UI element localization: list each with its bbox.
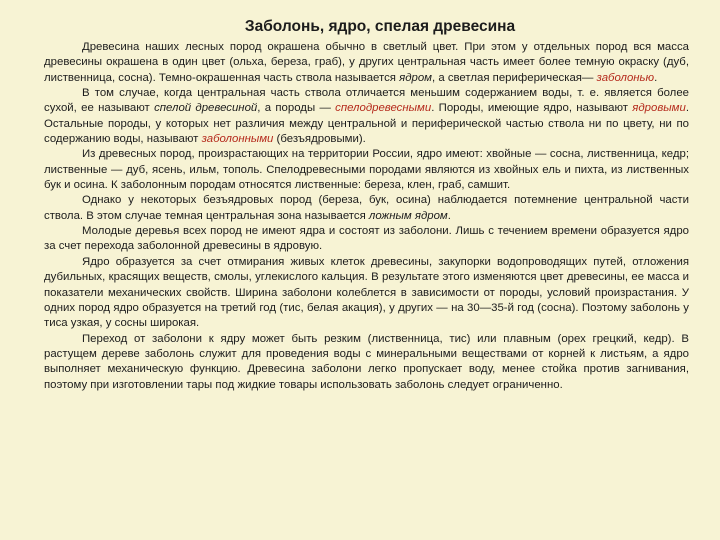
- term-highlight: ядровыми: [632, 102, 686, 115]
- emphasis-text: спелой древесиной: [154, 102, 258, 115]
- term-highlight: спелодревесными: [335, 102, 432, 115]
- text-segment: Молодые деревья всех пород не имеют ядра и состоят из заболони. Лишь с течением времени образуется ядро за счет перехода заболонной древесины в ядровую.: [44, 225, 689, 253]
- text-segment: Переход от заболони к ядру может быть резким (лиственница, тис) или плавным (орех грецкий, кедр). В растущем дереве заболонь служит для проведения воды с минеральными веществами от корней к листьям, а ядро выполняет механическую функцию. Древесина заболони легко пропускает воду, менее стойка против загнивания, поэтому при изготовлении тары под жидкие товары использовать заболонь следует ограниченно.: [44, 332, 689, 391]
- text-segment: Ядро образуется за счет отмирания живых клеток древесины, закупорки водопроводящих путей, отложения дубильных, красящих веществ, смолы, углекислого кальция. В результате этого изменяются цвет древесины, ее масса и показатели механических свойств. Ширина заболони колеблется в зависимости от породы, условий произрастания. У одних пород ядро образуется на третий год (тис, белая акация), у других — на 30—35-й год (сосна). Поэтому заболонь у тиса узкая, у сосны широкая.: [44, 255, 689, 330]
- text-segment: .: [654, 71, 658, 84]
- paragraph: [44, 193, 689, 224]
- text-segment: .: [447, 209, 451, 222]
- page-title: Заболонь, ядро, спелая древесина: [244, 18, 516, 35]
- paragraph: [44, 86, 689, 147]
- text-segment: Древесина наших лесных пород окрашена обычно в светлый цвет. При этом у отдельных пород вся масса древесины окрашена в один цвет (ольха, береза, граб), у других центральная часть имеет более темную окраску (дуб, лиственница, сосна). Темно-окрашенная часть ствола называется: [44, 41, 689, 84]
- paragraph: [44, 40, 689, 86]
- term-highlight: заболонными: [201, 133, 274, 146]
- emphasis-text: ложным ядром: [368, 209, 448, 222]
- text-segment: , а породы —: [257, 102, 336, 115]
- text-segment: Из древесных пород, произрастающих на территории России, ядро имеют: хвойные — сосна, лиственница, кедр; лиственные — дуб, ясень, ильм, тополь. Спелодревесными породами являются из хвойных ель и пихта, из лиственных бук и осина. К заболонным породам относятся лиственные: береза, клен, граб, самшит.: [44, 148, 689, 192]
- text-segment: Однако у некоторых безъядровых пород (береза, бук, осина) наблюдается потемнение центральной части ствола. В этом случае темная центральная зона называется: [44, 194, 689, 222]
- text-segment: В том случае, когда центральная часть ствола отличается меньшим содержанием воды, т. е. является более сухой, ее называют: [44, 87, 689, 115]
- text-segment: . Остальные породы, у которых нет различия между центральной и периферической частью ствола ни по цвету, ни по содержанию воды, называют: [44, 102, 689, 146]
- paragraph: [44, 147, 689, 193]
- text-segment: (безъядровыми).: [273, 133, 366, 146]
- text-segment: . Породы, имеющие ядро, называют: [431, 102, 633, 115]
- paragraph: [44, 224, 689, 255]
- text-segment: , а светлая периферическая—: [431, 71, 597, 84]
- paragraph: [44, 255, 689, 332]
- emphasis-text: ядром: [399, 71, 432, 84]
- body-text: [44, 40, 689, 393]
- term-highlight: заболонью: [596, 71, 655, 84]
- paragraph: [44, 332, 689, 393]
